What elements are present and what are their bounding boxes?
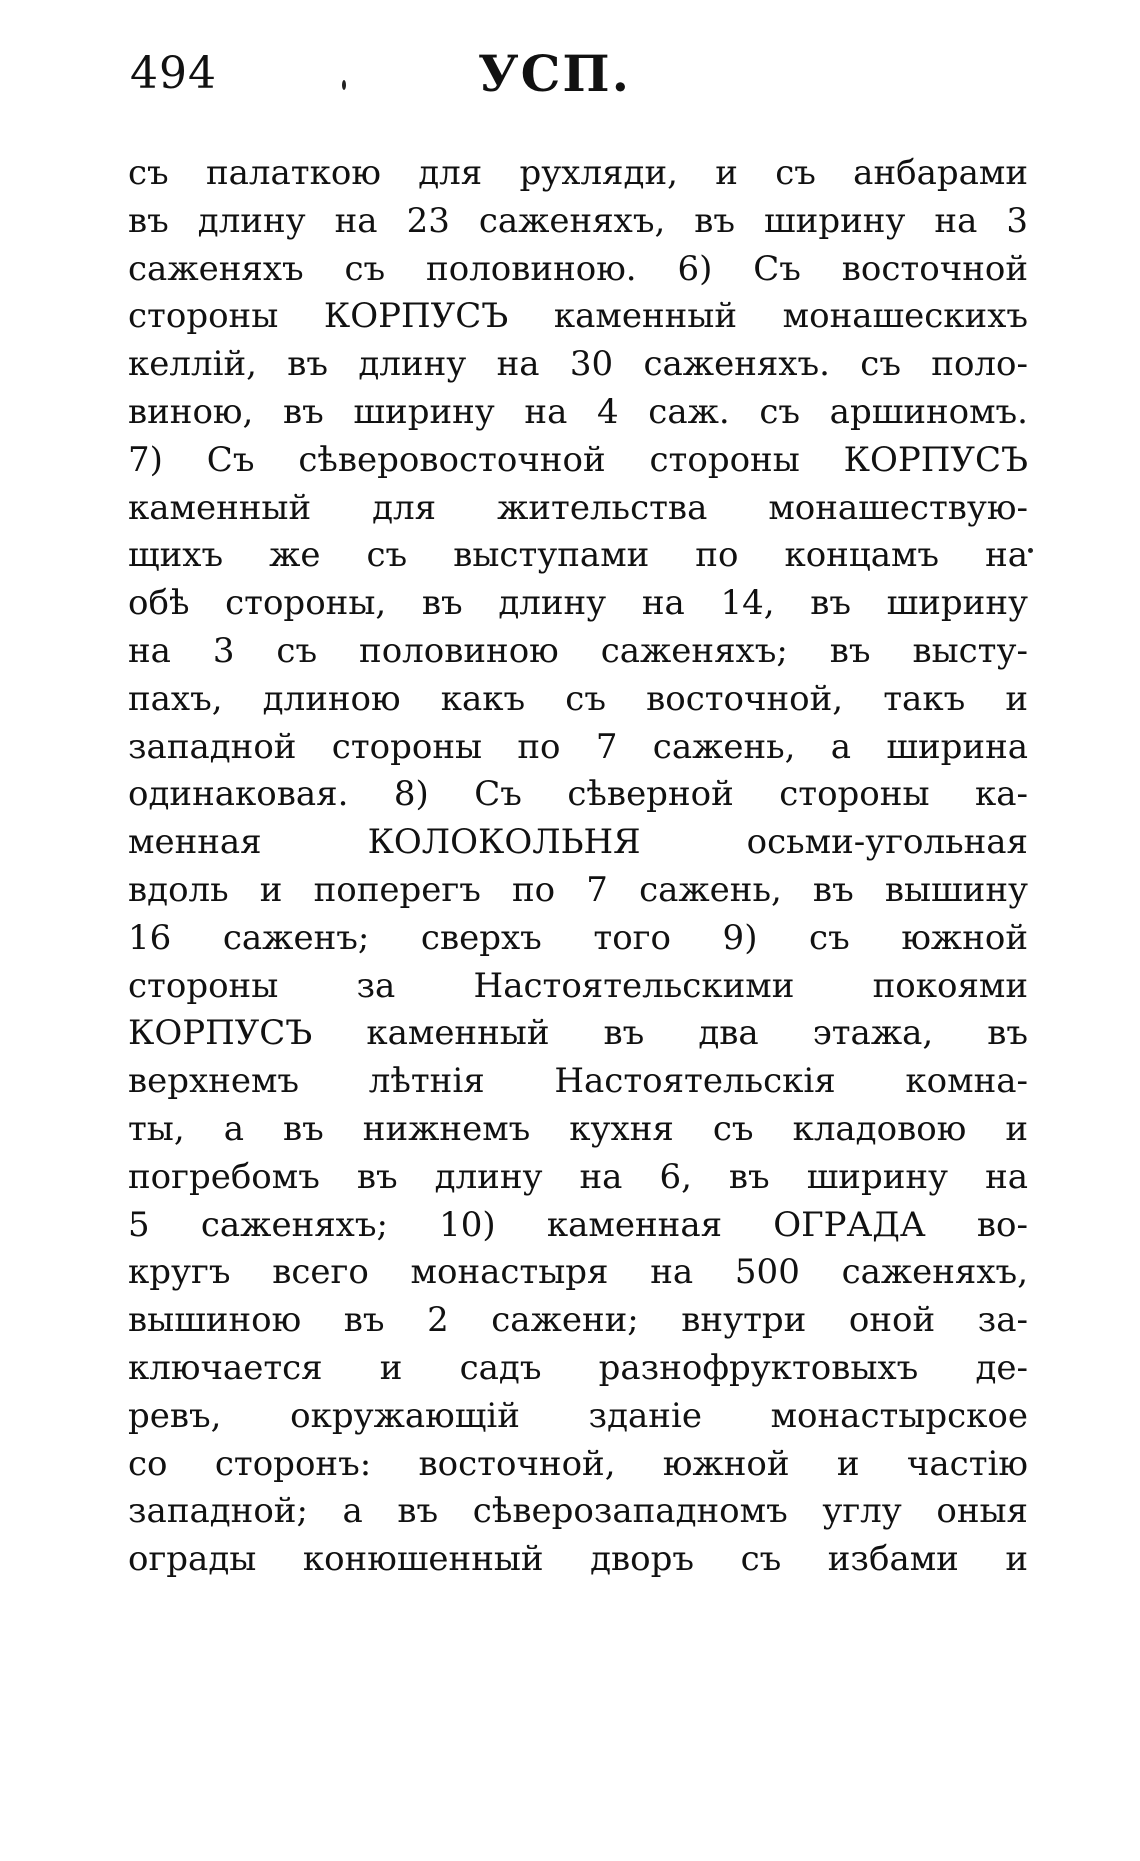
- text-line: западной стороны по 7 сажень, а ширина: [128, 726, 1028, 767]
- text-line: вдоль и поперегъ по 7 сажень, въ вышину: [128, 869, 1028, 910]
- text-line: обѣ стороны, въ длину на 14, въ ширину: [128, 583, 1028, 624]
- text-line: кругъ всего монастыря на 500 саженяхъ,: [128, 1252, 1028, 1293]
- text-line: со сторонъ: восточной, южной и частiю: [128, 1443, 1028, 1484]
- print-speck: [1028, 548, 1033, 553]
- text-line: щихъ же съ выступами по концамъ на: [128, 535, 1028, 576]
- text-line: на 3 съ половиною саженяхъ; въ высту-: [128, 630, 1028, 671]
- text-line: менная КОЛОКОЛЬНЯ осьми-угольная: [128, 822, 1028, 863]
- text-line: съ палаткою для рухляди, и съ анбарами: [128, 153, 1028, 193]
- print-speck: [342, 80, 346, 90]
- text-line: ключается и садъ разнофруктовыхъ де-: [128, 1347, 1028, 1388]
- text-line: ограды конюшенный дворъ съ избами и: [128, 1539, 1028, 1580]
- body-text: [128, 150, 1028, 1584]
- text-line: стороны за Настоятельскими покоями: [128, 965, 1028, 1006]
- text-line: 16 саженъ; сверхъ того 9) съ южной: [128, 917, 1028, 958]
- text-line: погребомъ въ длину на 6, въ ширину на: [128, 1156, 1028, 1197]
- text-line: вышиною въ 2 сажени; внутри оной за-: [128, 1300, 1028, 1341]
- text-line: стороны КОРПУСЪ каменный монашескихъ: [128, 296, 1028, 337]
- text-line: каменный для жительства монашествую-: [128, 487, 1028, 528]
- text-line: саженяхъ съ половиною. 6) Съ восточной: [128, 248, 1028, 289]
- text-line: виною, въ ширину на 4 саж. съ аршиномъ.: [128, 391, 1028, 432]
- text-line: пахъ, длиною какъ съ восточной, такъ и: [128, 678, 1028, 719]
- text-line: въ длину на 23 саженяхъ, въ ширину на 3: [128, 200, 1028, 241]
- text-line: 7) Съ сѣверовосточной стороны КОРПУСЪ: [128, 439, 1028, 480]
- page-number: 494: [130, 48, 217, 99]
- text-line: келлiй, въ длину на 30 саженяхъ. съ поло-: [128, 344, 1028, 385]
- text-line: ты, а въ нижнемъ кухня съ кладовою и: [128, 1108, 1028, 1149]
- text-line: западной; а въ сѣверозападномъ углу оныя: [128, 1491, 1028, 1532]
- text-line: одинаковая. 8) Съ сѣверной стороны ка-: [128, 774, 1028, 815]
- text-line: КОРПУСЪ каменный въ два этажа, въ: [128, 1013, 1028, 1054]
- text-line: ревъ, окружающiй зданiе монастырское: [128, 1395, 1028, 1436]
- running-head: УСП.: [478, 44, 631, 103]
- text-line: 5 саженяхъ; 10) каменная ОГРАДА во-: [128, 1204, 1028, 1245]
- text-line: верхнемъ лѣтнiя Настоятельскiя комна-: [128, 1061, 1028, 1102]
